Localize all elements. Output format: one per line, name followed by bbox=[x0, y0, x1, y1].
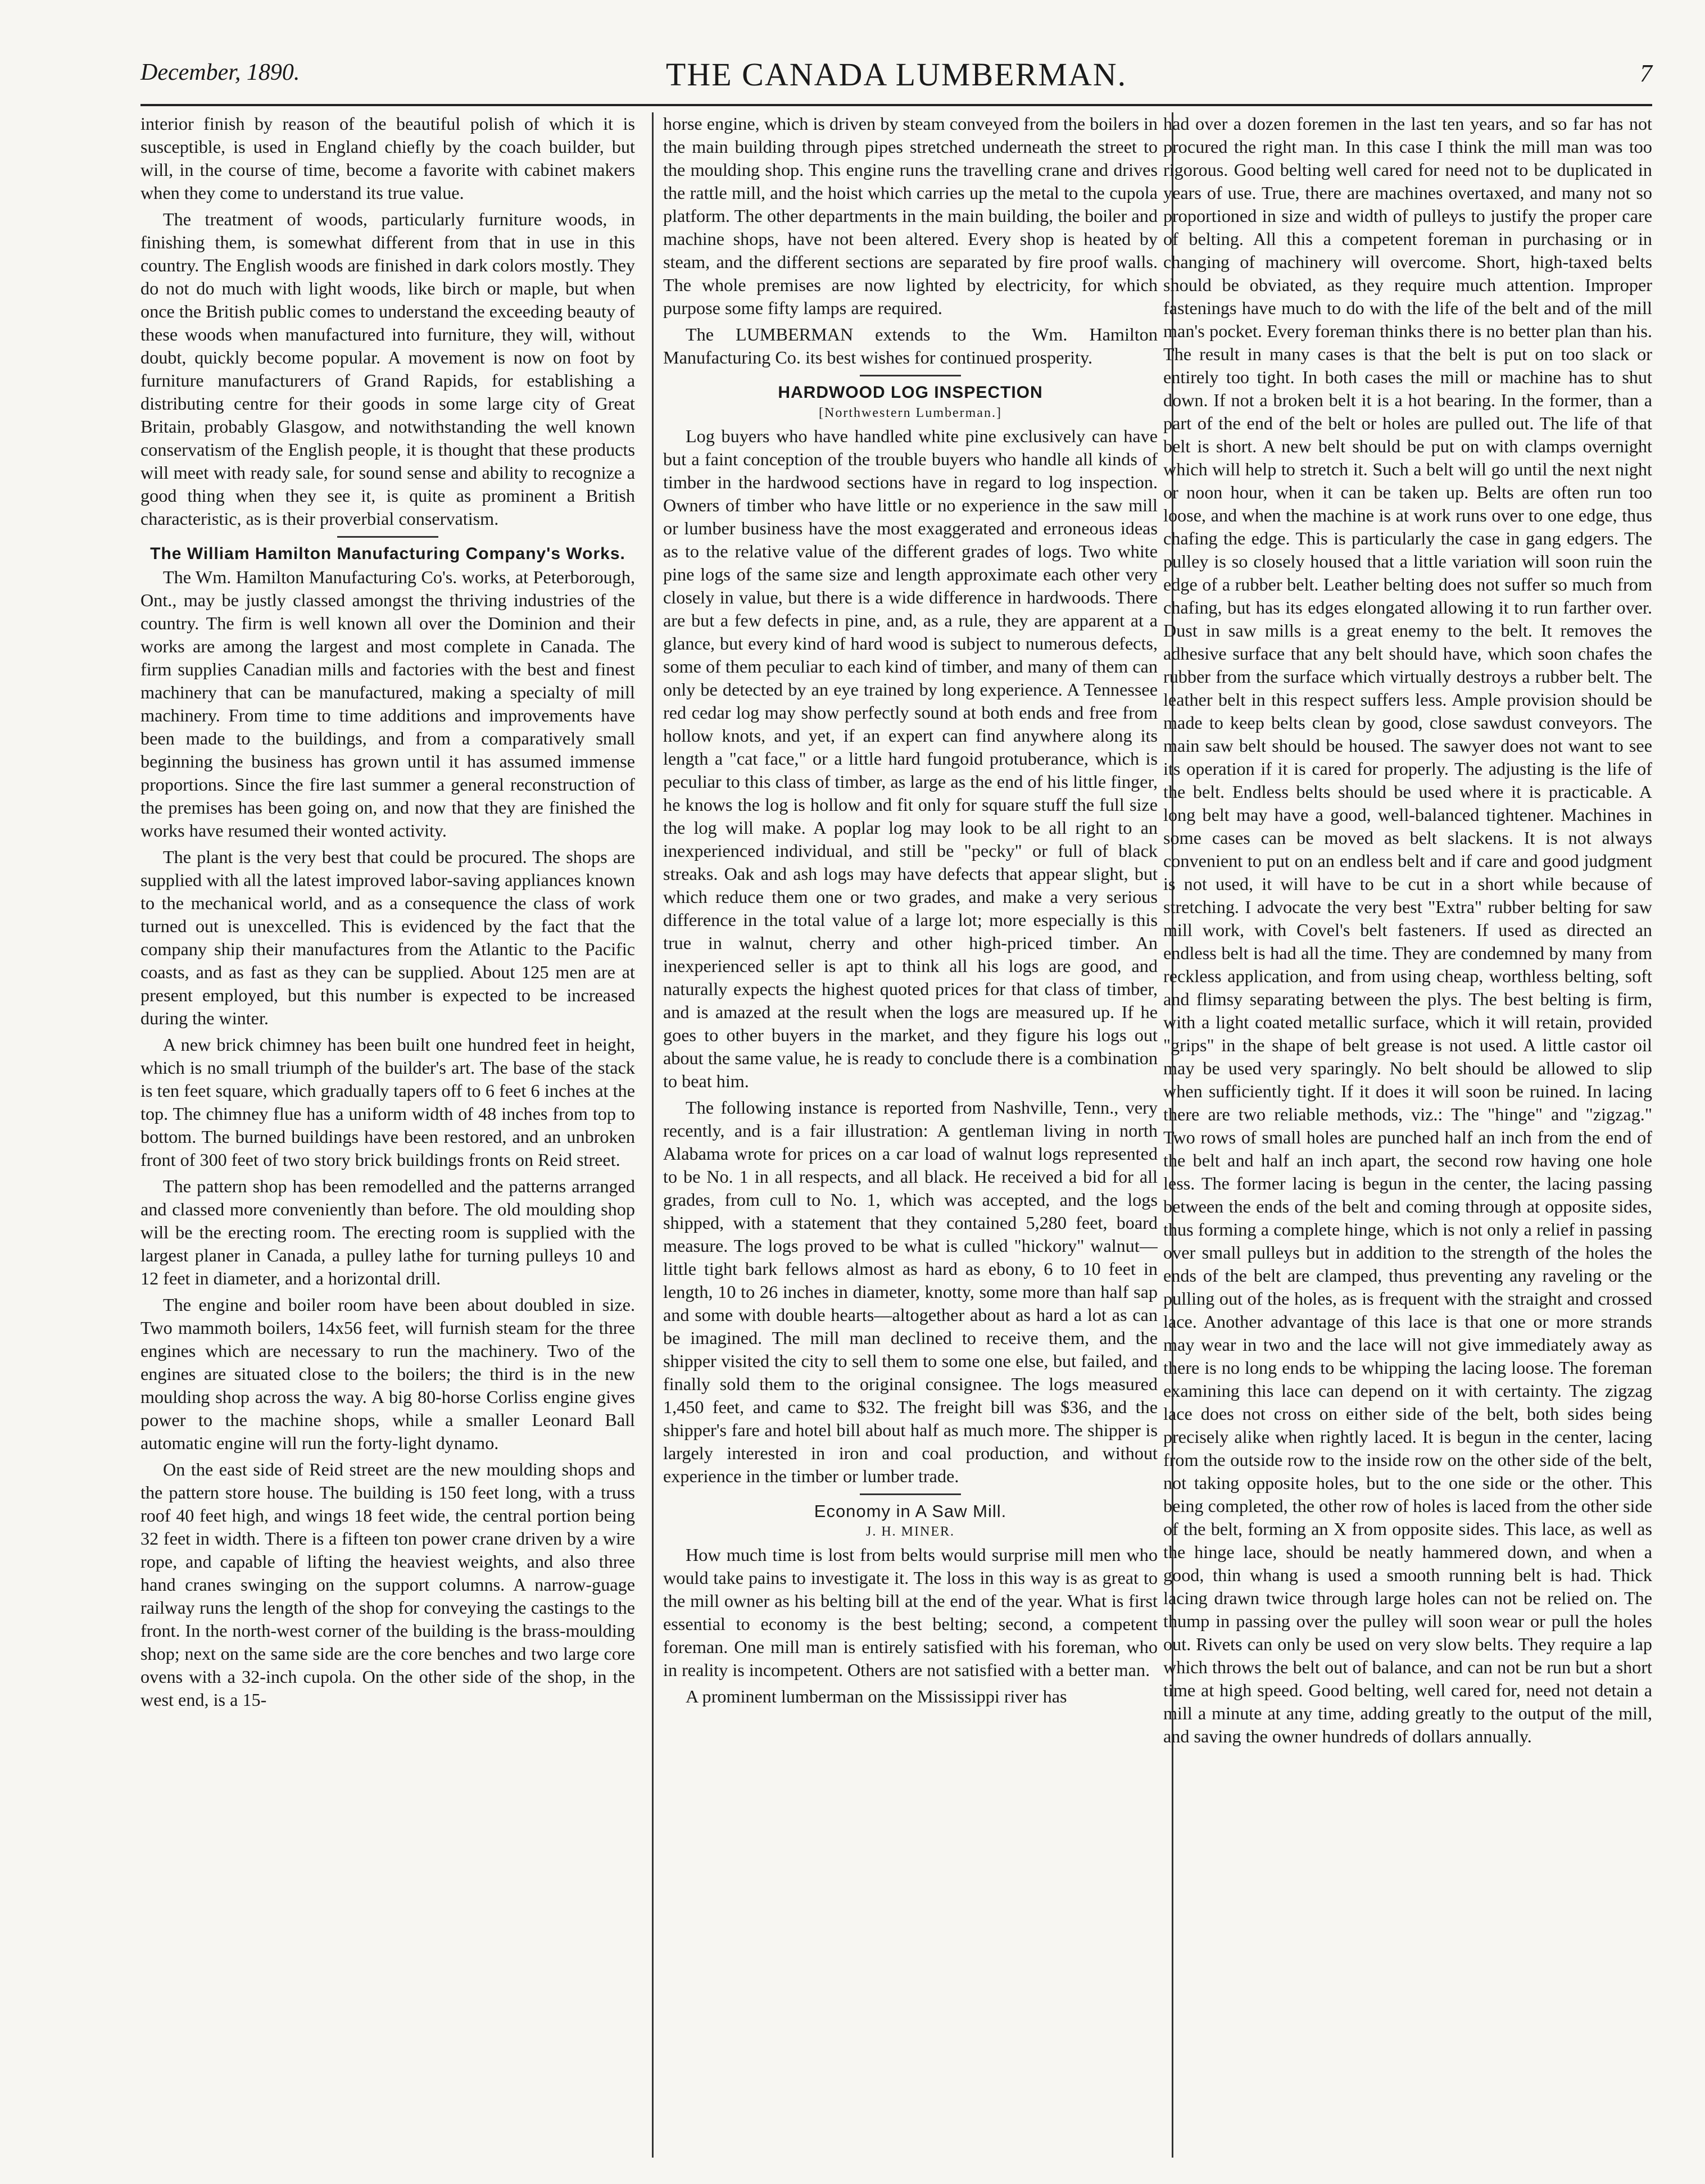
column-2 bbox=[663, 112, 1158, 2169]
paragraph: The LUMBERMAN extends to the Wm. Hamilton Manufacturing Co. its best wishes for continued prosperity. bbox=[663, 324, 1158, 367]
article-byline: J. H. MINER. bbox=[865, 1524, 955, 1539]
column-3 bbox=[1163, 112, 1652, 2169]
page-number: 7 bbox=[1640, 60, 1652, 87]
paragraph: The plant is the very best that could be procured. The shops are supplied with all the latest improved labor-saving appliances known to the mechanical world, and as a consequence the class of work turned out is unexcelled. This is evidenced by the fact that the company ship their manufactures from the Atlantic to the Pacific coasts, and as fast as they can be supplied. About 125 men are at present employed, but this number is expected to be increased during the winter. bbox=[140, 847, 635, 1028]
article-heading: The William Hamilton Manufacturing Company's Works. bbox=[150, 544, 625, 563]
paragraph: horse engine, which is driven by steam conveyed from the boilers in the main building through pipes stretched underneath the street to the moulding shop. This engine runs the travelling crane and drives the rattle mill, and the hoist which carries up the metal to the cupola platform. The other departments in the main building, the boiler and machine shops, have not been altered. Every shop is heated by steam, and the different sections are separated by fire proof walls. The whole premises are now lighted by electricity, for which purpose some fifty lamps are required. bbox=[663, 113, 1158, 318]
paragraph: A new brick chimney has been built one hundred feet in height, which is no small triumph of the builder's art. The base of the stack is ten feet square, which gradually tapers off to 6 feet 6 inches at the top. The chimney flue has a uniform width of 48 inches from top to bottom. The burned buildings have been restored, and an unbroken front of 300 feet of two story brick buildings fronts on Reid street. bbox=[140, 1034, 635, 1170]
article-heading: HARDWOOD LOG INSPECTION bbox=[778, 383, 1043, 402]
section-divider bbox=[860, 1493, 961, 1495]
section-divider bbox=[337, 536, 438, 538]
column-rule bbox=[652, 112, 654, 2158]
paragraph: A prominent lumberman on the Mississippi river has bbox=[686, 1686, 1067, 1706]
column-1 bbox=[140, 112, 635, 2169]
paragraph: How much time is lost from belts would surprise mill men who would take pains to investigate it. The loss in this way is as great to the mill owner as his belting bill at the end of the year. What is first essential to economy is the best belting; second, a competent foreman. One mill man is entirely satisfied with his foreman, who in reality is incompetent. Others are not satisfied with a better man. bbox=[663, 1545, 1158, 1680]
article-heading: Economy in A Saw Mill. bbox=[814, 1501, 1007, 1521]
paragraph: The treatment of woods, particularly furniture woods, in finishing them, is somewhat different from that in use in this country. The English woods are finished in dark colors mostly. They do not do much with light woods, like birch or maple, but when once the British public comes to understand the exceeding beauty of these woods when manufactured into furniture, they will, without doubt, quickly become popular. A movement is now on foot by furniture manufacturers of Grand Rapids, for establishing a distributing centre for their goods in some large city of Great Britain, probably Glasgow, and notwithstanding the well known conservatism of the English people, it is thought that these products will meet with ready sale, for sound sense and ability to recognize a good thing when they see it, is quite as prominent a British characteristic, as is their proverbial conservatism. bbox=[140, 209, 635, 529]
issue-date: December, 1890. bbox=[140, 60, 300, 85]
paragraph: had over a dozen foremen in the last ten years, and so far has not procured the right man. In this case I think the mill man was too rigorous. Good belting well cared for need not to be duplicated in years of use. True, there are machines overtaxed, and many not so proportioned in size and width of pulleys to justify the proper care of belting. All this a competent foreman in purchasing or in changing of machinery will overcome. Short, high-taxed belts should be obviated, as they require much attention. Improper fastenings have much to do with the life of the belt and of the mill man's pocket. Every foreman thinks there is no better plan than his. The result in many cases is that the belt is put on too slack or entirely too tight. In both cases the mill or machine has to shut down. If not a broken belt it is a hot bearing. In the former, than a part of the end of the belt or holes are pulled out. The life of that belt is short. A new belt should be put on with clamps overnight which will help to stretch it. Such a belt will go until the next night or noon hour, when it can be taken up. Belts are often run too loose, and when the machine is at work runs over to one edge, thus chafing the edge. This is particularly the case in gang edgers. The pulley is so closely housed that a little variation will soon ruin the edge of a rubber belt. Leather belting does not suffer so much from chafing, but has its edges elongated allowing it to run farther over. Dust in saw mills is a great enemy to the belt. It removes the adhesive surface that any belt should have, which soon chafes the rubber from the surface which virtually destroys a rubber belt. The leather belt in this respect suffers less. Ample provision should be made to keep belts clean by good, close sawdust conveyors. The main saw belt should be housed. The sawyer does not want to see its operation if it is cared for properly. The adjusting is the life of the belt. Endless belts should be used where it is practicable. A long belt may have a good, well-balanced tightener. Machines in some cases can be moved as belt slackens. It is not always convenient to put on an endless belt and if care and good judgment is not used, it will have to be cut in a short while because of stretching. I advocate the very best "Extra" rubber belting for saw mill work, with Covel's belt fasteners. If used as directed an endless belt is had all the time. They are condemned by many from reckless application, and from using cheap, worthless belting, soft and flimsy separating between the plys. The best belting is firm, with a light coated metallic surface, which it will retain, provided "grips" in the shape of belt grease is not used. A little castor oil may be used very sparingly. No belt should be allowed to slip when sufficiently tight. If it does it will soon be ruined. In lacing there are two reliable methods, viz.: The "hinge" and "zigzag." Two rows of small holes are punched half an inch from the end of the belt and half an inch apart, the second row having one hole less. The former lacing is begun in the center, the lacing passing between the ends of the belt and coming through at opposite sides, thus forming a complete hinge, which is not only a relief in passing over small pulleys but in addition to the strength of the holes the ends of the belt are clamped, thus preventing any raveling or the pulling out of the holes, as is frequent with the straight and crossed lace. Another advantage of this lace is that one or more strands may wear in two and the lace will not give immediately away as there is no long ends to be whipping the lacing loose. The foreman examining this lace can depend on it with certainty. The zigzag lace does not cross on either side of the belt, both sides being precisely alike when rightly laced. It is begun in the center, lacing from the outside row to the inside row on the other side of the belt, not taking opposite holes, but to the one side or the other. This being completed, the other row of holes is laced from the other side of the belt, forming an X from opposite sides. This lace, as well as the hinge lace, should be neatly hammered down, and when a good, thin whang is used a smooth running belt is had. Thick lacing drawn twice through large holes can not be relied on. The thump in passing over the pulley will soon wear or pull the holes out. Rivets can only be used on very slow belts. They require a lap which throws the belt out of balance, and can not be run but a short time at high speed. Good belting, well cared for, need not detain a mill a minute at any time, adding greatly to the output of the mill, and saving the owner hundreds of dollars annually. bbox=[1163, 113, 1652, 1746]
paragraph: The Wm. Hamilton Manufacturing Co's. works, at Peterborough, Ont., may be justly classed amongst the thriving industries of the country. The firm is well known all over the Dominion and their works are among the largest and most complete in Canada. The firm supplies Canadian mills and factories with the best and finest machinery that can be manufactured, making a specialty of mill machinery. From time to time additions and improvements have been made to the buildings, and from a comparatively small beginning the business has grown until it has assumed immense proportions. Since the fire last summer a general reconstruction of the premises has been going on, and now that they are finished the works have resumed their wonted activity. bbox=[140, 567, 635, 841]
article-source: [Northwestern Lumberman.] bbox=[819, 406, 1002, 420]
masthead-title: THE CANADA LUMBERMAN. bbox=[665, 56, 1127, 93]
paragraph: The engine and boiler room have been about doubled in size. Two mammoth boilers, 14x56 feet, will furnish steam for the three engines which are necessary to run the machinery. Two of the engines are situated close to the boilers; the third is in the new moulding shop across the way. A big 80-horse Corliss engine gives power to the machine shops, while a smaller Leonard Ball automatic engine will run the forty-light dynamo. bbox=[140, 1295, 635, 1453]
paragraph: Log buyers who have handled white pine exclusively can have but a faint conception of the trouble buyers who handle all kinds of timber in the hardwood sections have in regard to log inspection. Owners of timber who have little or no experience in the saw mill or lumber business have the most exaggerated and erroneous ideas as to the relative value of the different grades of logs. Two white pine logs of the same size and length approximate each other very closely in value, but there is a wide difference in hardwoods. There are but a few defects in pine, and, as a rule, they are apparent at a glance, but every kind of hard wood is subject to numerous defects, some of them peculiar to each kind of timber, and many of them can only be detected by an eye trained by long experience. A Tennessee red cedar log may show perfectly sound at both ends and free from hollow knots, and yet, if an expert can find anywhere along its length a "cat face," or a little hard fungoid protuberance, which is peculiar to this class of timber, as large as the end of his little finger, he knows the log is hollow and fit only for square stuff the full size the log will make. A poplar log may look to be all right to an inexperienced individual, and still be "pecky" or full of black streaks. Oak and ash logs may have defects that appear slight, but which reduce them one or two grades, and make a very serious difference in the total value of a large lot; more especially is this true in walnut, cherry and other high-priced timber. An inexperienced seller is apt to think all his logs are good, and naturally expects the highest quoted prices for that class of timber, and is amazed at the result when the logs are measured up. If he goes to other buyers in the market, and they figure his logs out about the same value, he is ready to conclude there is a combination to beat him. bbox=[663, 426, 1158, 1091]
paragraph: The following instance is reported from Nashville, Tenn., very recently, and is a fair illustration: A gentleman living in north Alabama wrote for prices on a car load of walnut logs represented to be No. 1 in all respects, and all black. He received a bid for all grades, from cull to No. 1, which was accepted, and the logs shipped, with a statement that they contained 5,280 feet, board measure. The logs proved to be what is culled "hickory" walnut—little tight bark fellows almost as hard as ebony, 6 to 10 feet in length, 10 to 26 inches in diameter, knotty, some more than half sap and some with double hearts—altogether about as hard a lot as can be imagined. The mill man declined to receive them, and the shipper visited the city to sell them to some one else, but failed, and finally sold them to the original consignee. The logs measured 1,450 feet, and came to $32. The freight bill was $36, and the shipper's fare and hotel bill about half as much more. The shipper is largely interested in iron and coal production, and without experience in the timber or lumber trade. bbox=[663, 1097, 1158, 1486]
page-header bbox=[140, 56, 1652, 106]
section-divider bbox=[860, 375, 961, 376]
paragraph: interior finish by reason of the beautiful polish of which it is susceptible, is used in England chiefly by the coach builder, but will, in the course of time, become a favorite with cabinet makers when they come to understand its true value. bbox=[140, 113, 635, 203]
paragraph: The pattern shop has been remodelled and the patterns arranged and classed more conveniently than before. The old moulding shop will be the erecting room. The erecting room is supplied with the largest planer in Canada, a pulley lathe for turning pulleys 10 and 12 feet in diameter, and a horizontal drill. bbox=[140, 1176, 635, 1288]
paragraph: On the east side of Reid street are the new moulding shops and the pattern store house. The building is 150 feet long, with a truss roof 40 feet high, and wings 18 feet wide, the central portion being 32 feet in width. There is a fifteen ton power crane driven by a wire rope, and capable of lifting the heaviest weights, and also three hand cranes swinging on the support columns. A narrow-guage railway runs the length of the shop for conveying the castings to the front. In the north-west corner of the building is the brass-moulding shop; next on the same side are the core benches and two large core ovens with a 32-inch cupola. On the other side of the shop, in the west end, is a 15- bbox=[140, 1459, 635, 1710]
